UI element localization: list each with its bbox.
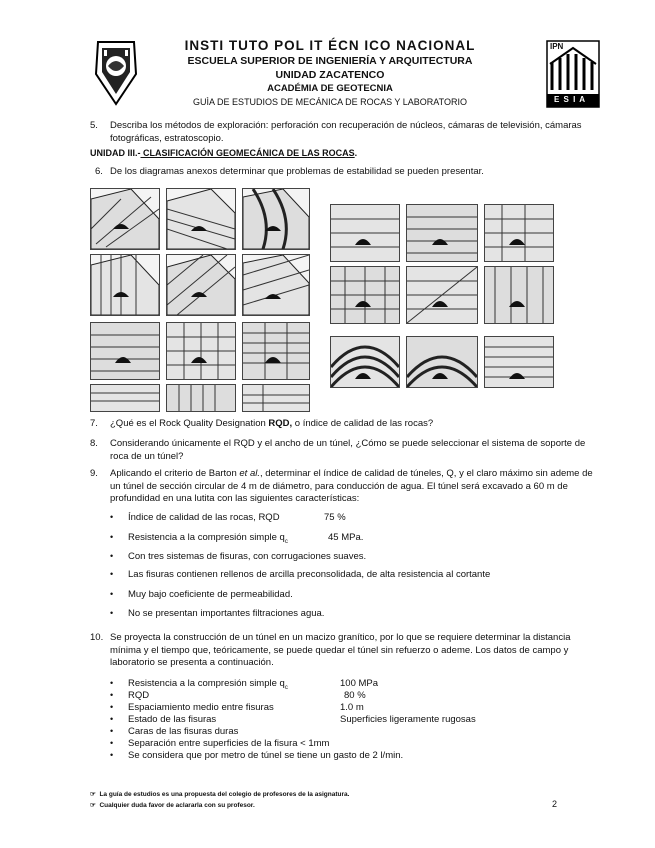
diagram-r4 [330,266,400,324]
q9-italic: et al. [239,468,260,479]
diagram-l8 [166,322,236,380]
diagram-r5 [406,266,478,324]
footer-note-1: ☞ La guía de estudios es una propuesta del colegio de profesores de la asignatura. [90,791,350,798]
diagram-l12 [242,384,310,412]
school-title: ESCUELA SUPERIOR DE INGENIERÍA Y ARQUITECTURA [187,55,473,67]
q9-text-b: , determinar el índice de calidad de túneles, Q, y el claro máximo sin ademe de un túnel de sección circular de 4 m de diámetro, para conducción de agua. El túnel será excavado a 60 m de profundidad en una lutita con las siguientes características: [110,468,593,504]
stability-diagrams [90,188,560,410]
esia-logo [546,40,600,108]
diagram-l3 [242,188,310,250]
guide-title: GUÌA DE ESTUDIOS DE MECÁNICA DE ROCAS Y LABORATORIO [193,97,467,107]
right-logo-bottom-text: E S I A [554,95,587,104]
unit3-suffix: . [354,148,358,158]
unit3-heading [90,148,357,158]
diagram-l4 [90,254,160,316]
ipn-logo [92,38,140,106]
q9-text [110,468,600,506]
q7-text-a: ¿Qué es el Rock Quality Designation [110,418,269,429]
diagram-l10 [90,384,160,412]
diagram-r3 [484,204,554,262]
academy-title: ACADÉMIA DE GEOTECNIA [267,83,393,94]
q7-text [110,418,600,431]
q7-bold: RQD, [268,418,293,429]
page-number: 2 [552,799,558,809]
footer-note-2: ☞ Cualquier duda favor de aclararla con su profesor. [90,802,255,809]
diagram-l7 [90,322,160,380]
q5-number: 5. [90,120,98,131]
pointing-hand-icon: ☞ [90,802,96,809]
q5-text: Describa los métodos de exploración: perforación con recuperación de núcleos, cámaras de televisión, cámaras fotográficas, estratoscopio. [110,120,582,144]
right-logo-top-text: IPN [550,42,564,51]
q8-text: Considerando únicamente el RQD y el ancho de un túnel, ¿Cómo se puede seleccionar el sistema de soporte de roca de un túnel? [110,438,586,462]
q10-number: 10. [90,632,104,643]
diagram-r1 [330,204,400,262]
diagram-r8 [406,336,478,388]
q6-number: 6. [95,166,103,177]
q7-text-b: o índice de calidad de las rocas? [292,418,434,429]
diagram-l6 [242,254,310,316]
pointing-hand-icon: ☞ [90,791,96,798]
q7-number: 7. [90,418,98,429]
diagram-r2 [406,204,478,262]
diagram-r9 [484,336,554,388]
diagram-l1 [90,188,160,250]
diagram-l2 [166,188,236,250]
q8-number: 8. [90,438,98,449]
q9-text-a: Aplicando el criterio de Barton [110,468,240,479]
unit3-title: CLASIFICACIÓN GEOMECÁNICA DE LAS ROCAS [140,148,355,158]
institute-title: INSTI TUTO POL IT ÉCN ICO NACIONAL [184,38,476,53]
unit3-prefix: UNIDAD III.- [90,148,141,158]
q9-number: 9. [90,468,98,479]
diagram-l9 [242,322,310,380]
unit-title: UNIDAD ZACATENCO [275,69,385,81]
diagram-l5 [166,254,236,316]
diagram-r6 [484,266,554,324]
q10-text: Se proyecta la construcción de un túnel en un macizo granítico, por lo que se requiere determinar la distancia mínima y el tiempo que, teóricamente, se puede quedar el túnel sin refuerzo o ademe. Los datos de campo y laboratorio se presenta a continuación. [110,632,571,668]
q6-text: De los diagramas anexos determinar que problemas de estabilidad se pueden presentar. [110,166,484,177]
diagram-r7 [330,336,400,388]
diagram-l11 [166,384,236,412]
